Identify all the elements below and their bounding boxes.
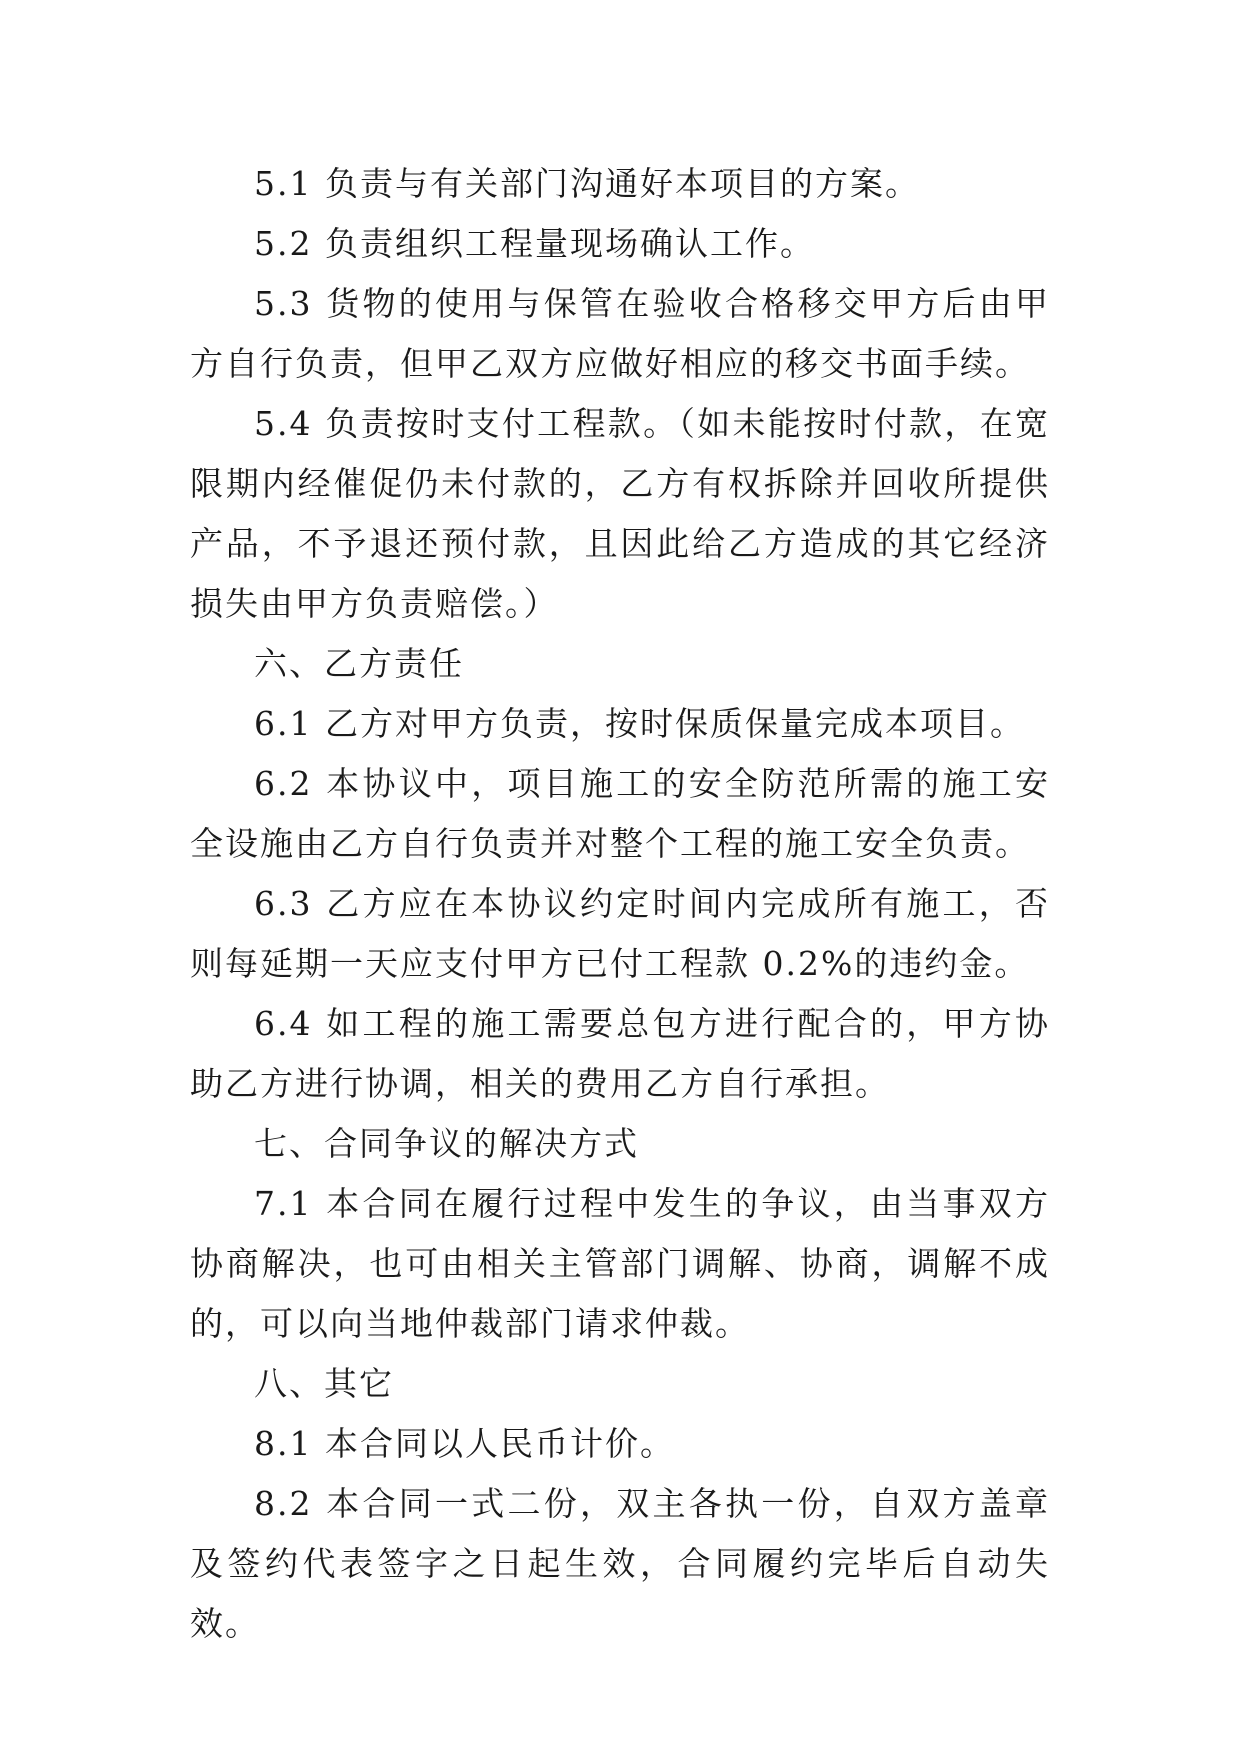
clause-5-2: 5.2 负责组织工程量现场确认工作。 [254, 224, 815, 263]
section-8-heading: 八、其它 [254, 1364, 394, 1403]
clause-5-4: 5.4 负责按时支付工程款。（如未能按时付款，在宽限期内经催促仍未付款的，乙方有权拆除并回收所提供产品，不予退还预付款，且因此给乙方造成的其它经济损失由甲方负责赔偿。） [190, 404, 1050, 623]
section-7-heading: 七、合同争议的解决方式 [254, 1124, 639, 1163]
clause-7-1: 7.1 本合同在履行过程中发生的争议，由当事双方协商解决，也可由相关主管部门调解、协商，调解不成的，可以向当地仲裁部门请求仲裁。 [190, 1184, 1050, 1343]
clause-5-1: 5.1 负责与有关部门沟通好本项目的方案。 [254, 164, 920, 203]
clause-8-2: 8.2 本合同一式二份，双主各执一份，自双方盖章及签约代表签字之日起生效，合同履约完毕后自动失效。 [190, 1484, 1050, 1643]
clause-6-4: 6.4 如工程的施工需要总包方进行配合的，甲方协助乙方进行协调，相关的费用乙方自行承担。 [190, 1004, 1050, 1103]
section-6-heading: 六、乙方责任 [254, 644, 464, 683]
clause-8-1: 8.1 本合同以人民币计价。 [254, 1424, 675, 1463]
clause-6-3: 6.3 乙方应在本协议约定时间内完成所有施工，否则每延期一天应支付甲方已付工程款 0.2%的违约金。 [190, 884, 1050, 983]
document-page [190, 154, 1050, 1654]
clause-6-2: 6.2 本协议中，项目施工的安全防范所需的施工安全设施由乙方自行负责并对整个工程的施工安全负责。 [190, 764, 1050, 863]
clause-5-3: 5.3 货物的使用与保管在验收合格移交甲方后由甲方自行负责，但甲乙双方应做好相应的移交书面手续。 [190, 284, 1050, 383]
clause-6-1: 6.1 乙方对甲方负责，按时保质保量完成本项目。 [254, 704, 1025, 743]
